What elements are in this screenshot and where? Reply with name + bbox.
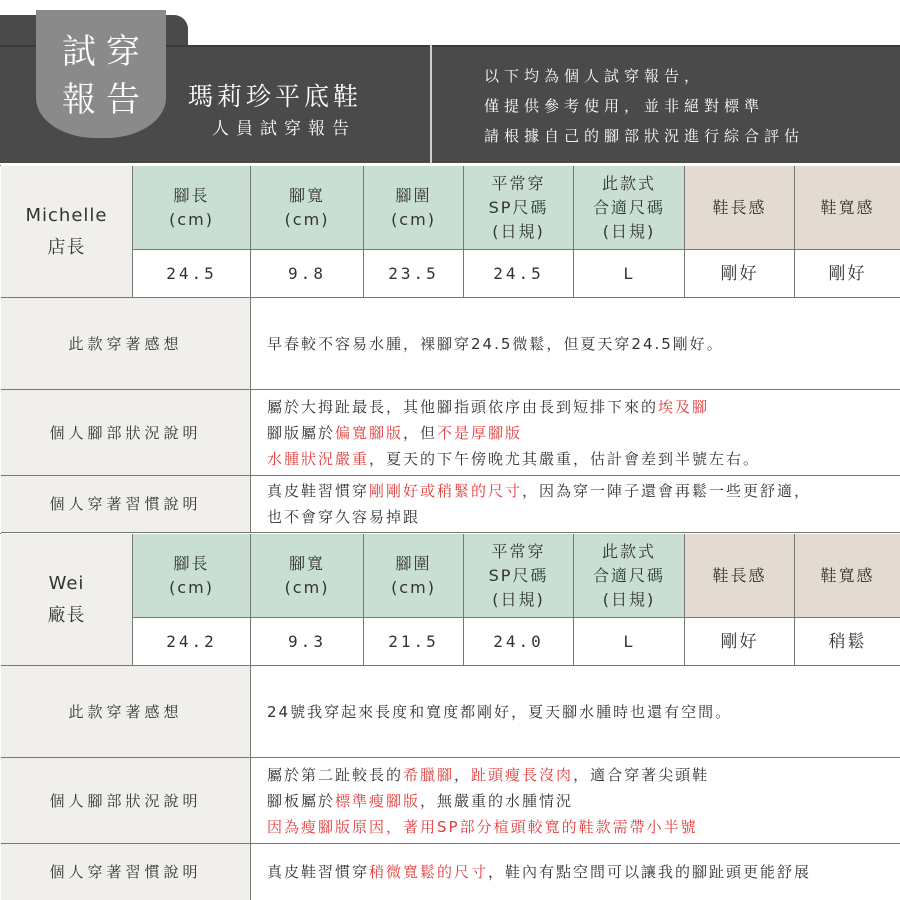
label-wearing-habit: 個人穿著習慣說明 [1,476,251,533]
column-header-line: (日規) [492,589,545,609]
reviewer-name-cell [1,166,133,298]
column-header-line: 合適尺碼 [592,197,665,217]
plain-text: 腳版屬於 [267,423,336,442]
highlight-text: 剛剛好或稍緊的尺寸 [369,482,523,500]
plain-text: ，無嚴重的水腫情況 [420,791,574,810]
text-line [267,394,760,420]
column-header-lines [489,540,549,612]
value-length-feel: 剛好 [685,618,795,666]
label-wearing-habit: 個人穿著習慣說明 [1,844,251,900]
text-line [267,788,709,814]
plain-text: ，適合穿著尖頭鞋 [573,765,710,784]
notice-line-1: 以下均為個人試穿報告， [484,67,705,85]
value-usual-size: 24.0 [464,618,574,666]
column-header-line: (cm) [391,577,436,597]
plain-text: ，夏天的下午傍晚尤其嚴重，估計會差到半號左右。 [369,449,761,468]
column-header-line: (日規) [602,221,656,241]
col-width-feel: 鞋寬感 [795,534,900,618]
column-header-line: 腳圍 [395,553,432,573]
col-length-feel: 鞋長感 [685,166,795,250]
value-length-feel: 剛好 [685,250,795,298]
plain-text: 腳板屬於 [267,791,336,810]
column-header-lines [285,184,330,232]
text-lines [267,478,811,530]
text-foot-condition [251,390,900,476]
text-foot-condition [251,758,900,844]
plain-text: 真皮鞋習慣穿 [267,863,370,881]
badge-line-1: 試穿 [62,32,150,72]
col-fit-size [574,166,685,250]
column-header-lines [391,184,436,232]
column-header-line: 此款式 [601,541,656,561]
text-line [267,814,709,840]
reviewer-role: 店長 [47,236,86,258]
col-foot-length [133,534,251,618]
column-header-line: SP尺碼 [488,565,549,585]
header-divider [430,45,432,163]
column-header-line: (cm) [284,209,330,229]
plain-text: ，因為穿一陣子還會再鬆一些更舒適， [522,482,812,500]
value-foot-length: 24.2 [133,618,251,666]
value-foot-girth: 21.5 [364,618,464,666]
text-line [267,420,760,446]
plain-text: ，但 [403,423,438,442]
reviewer-block-1 [0,165,875,526]
label-foot-condition: 個人腳部狀況說明 [1,758,251,844]
plain-text: ，鞋內有點空間可以讓我的腳趾頭更能舒展 [488,863,812,881]
value-foot-length: 24.5 [133,250,251,298]
plain-text: 真皮鞋習慣穿 [267,482,370,500]
column-header-line: 此款式 [601,173,656,193]
value-usual-size: 24.5 [464,250,574,298]
highlight-text: 水腫狀況嚴重 [267,449,370,468]
text-wearing-habit [251,476,900,533]
highlight-text: 因為瘦腳版原因，著用SP部分楦頭較寬的鞋款需帶小半號 [267,817,698,836]
column-header-line: (日規) [492,221,545,241]
reviewer-name: Michelle [25,204,108,226]
column-header-line: 腳長 [173,553,210,573]
label-impression: 此款穿著感想 [1,666,251,758]
text-lines [267,394,760,472]
column-header-lines [391,552,436,600]
column-header-line: SP尺碼 [488,197,549,217]
col-foot-girth [364,534,464,618]
column-header-line: (日規) [602,589,656,609]
col-usual-size [464,534,574,618]
text-wearing-habit [251,844,900,900]
column-header-line: (cm) [169,209,214,229]
reviewer-name-cell [1,534,133,666]
highlight-text: 埃及腳 [658,397,710,416]
value-foot-width: 9.8 [251,250,364,298]
column-header-line: 平常穿 [491,173,546,193]
value-fit-size: L [574,618,685,666]
text-line [267,859,811,885]
plain-text: 屬於第二趾較長的 [267,765,404,784]
text-line [267,478,811,504]
highlight-text: 趾頭瘦長沒肉 [471,765,574,784]
column-header-lines [169,184,214,232]
value-foot-girth: 23.5 [364,250,464,298]
product-title: 瑪莉珍平底鞋 [188,82,363,111]
label-foot-condition: 個人腳部狀況說明 [1,390,251,476]
column-header-line: 合適尺碼 [592,565,665,585]
product-subtitle: 人員試穿報告 [212,119,356,139]
plain-text: 屬於大拇趾最長，其他腳指頭依序由長到短排下來的 [267,397,659,416]
notice-line-3: 請根據自己的腳部狀況進行綜合評估 [484,127,805,145]
col-fit-size [574,534,685,618]
column-header-line: 平常穿 [491,541,546,561]
column-header-line: 腳寬 [288,185,325,205]
notice-line-2: 僅提供參考使用，並非絕對標準 [484,97,765,115]
reviewer-block-2 [0,533,875,881]
value-fit-size: L [574,250,685,298]
value-width-feel: 剛好 [795,250,900,298]
text-line [267,762,709,788]
col-foot-width [251,534,364,618]
highlight-text: 偏寬腳版 [335,423,404,442]
value-foot-width: 9.3 [251,618,364,666]
reviewer-role: 廠長 [47,604,86,626]
text-line [267,504,811,530]
column-header-line: 腳圍 [395,185,432,205]
column-header-line: (cm) [391,209,436,229]
plain-text: ， [454,765,472,784]
value-width-feel: 稍鬆 [795,618,900,666]
badge-line-2: 報告 [62,80,150,120]
text-impression: 早春較不容易水腫，裸腳穿24.5微鬆，但夏天穿24.5剛好。 [251,298,900,390]
column-header-lines [489,172,549,244]
column-header-line: (cm) [284,577,330,597]
text-impression: 24號我穿起來長度和寬度都剛好，夏天腳水腫時也還有空間。 [251,666,900,758]
text-lines [267,859,811,885]
column-header-line: 腳寬 [288,553,325,573]
text-lines [267,762,709,840]
column-header-line: (cm) [169,577,214,597]
col-foot-length [133,166,251,250]
highlight-text: 稍微寬鬆的尺寸 [369,863,489,881]
plain-text: 也不會穿久容易掉跟 [267,508,421,526]
text-line [267,446,760,472]
report-header [0,0,900,163]
highlight-text: 標準瘦腳版 [335,791,421,810]
highlight-text: 希臘腳 [403,765,455,784]
highlight-text: 不是厚腳版 [437,423,523,442]
column-header-lines [169,552,214,600]
col-length-feel: 鞋長感 [685,534,795,618]
reviewer-name: Wei [48,572,85,594]
col-foot-width [251,166,364,250]
column-header-line: 腳長 [173,185,210,205]
label-impression: 此款穿著感想 [1,298,251,390]
col-width-feel: 鞋寬感 [795,166,900,250]
col-foot-girth [364,166,464,250]
report-badge [36,10,166,138]
column-header-lines [593,540,665,612]
column-header-lines [285,552,330,600]
col-usual-size [464,166,574,250]
column-header-lines [593,172,665,244]
